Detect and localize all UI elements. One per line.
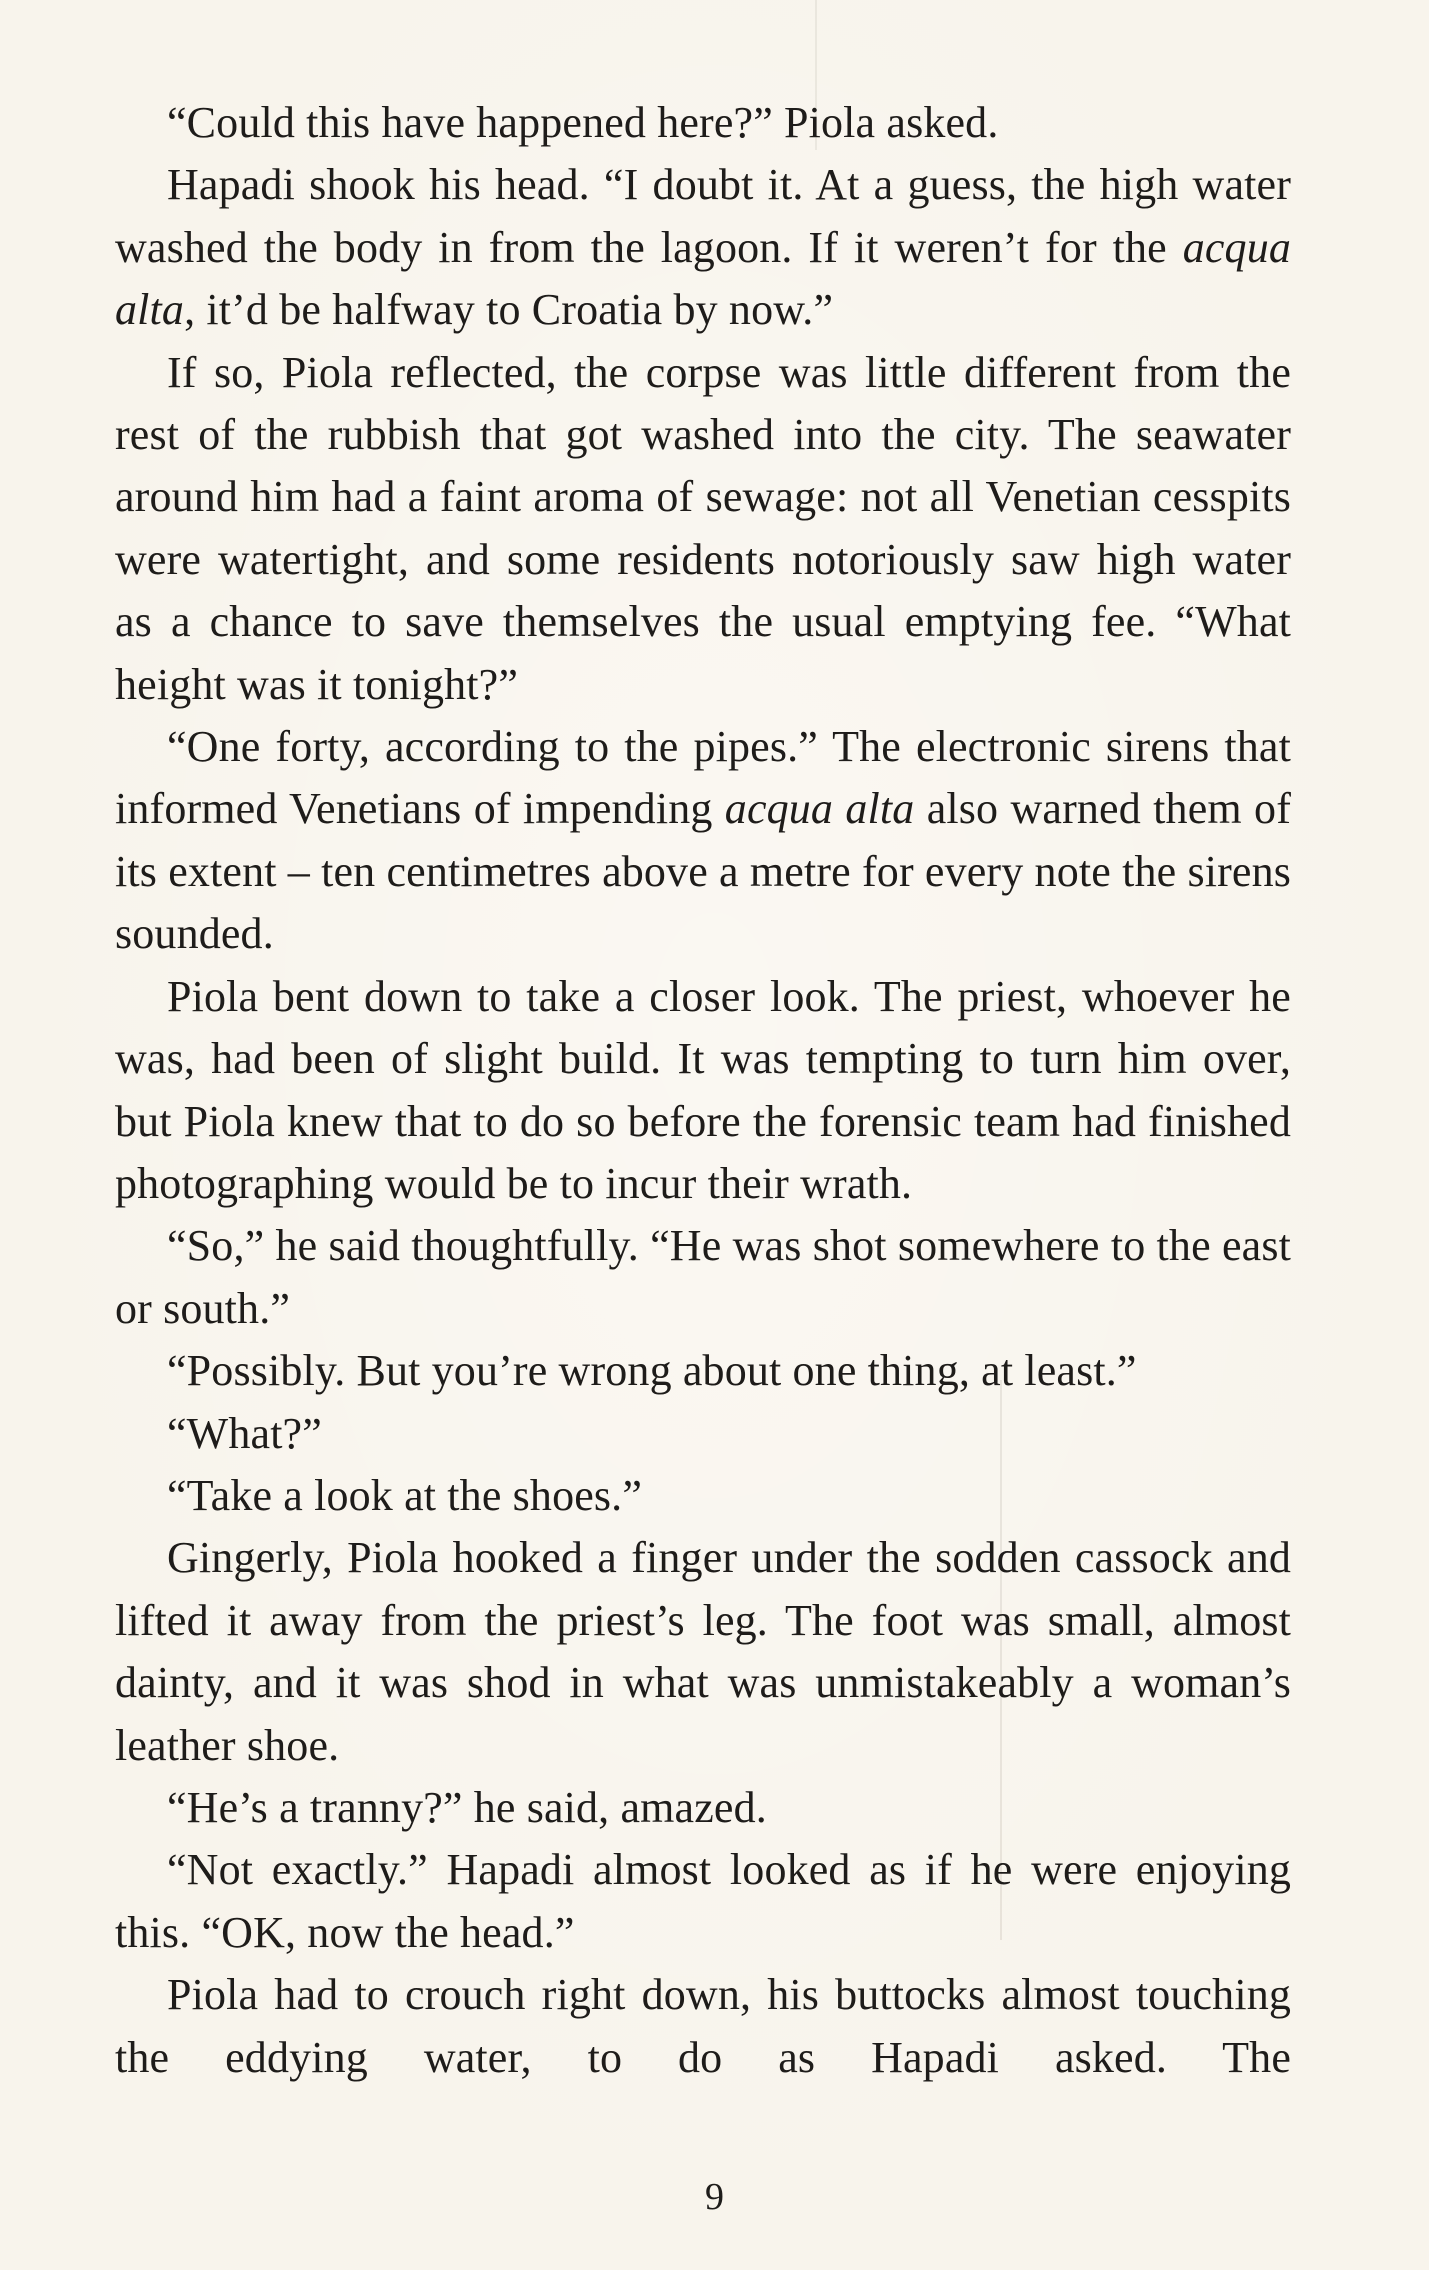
text-run: “Not exactly.” Hapadi almost looked as if he were enjoying this. “OK, now the head.” (115, 1845, 1291, 1957)
italic-text: acqua alta (724, 784, 915, 834)
text-run: “Take a look at the shoes.” (167, 1470, 643, 1520)
text-run: Piola had to crouch right down, his buttocks almost touching the eddying water, to do as Hapadi asked. The (115, 1970, 1291, 2082)
body-text (115, 92, 1291, 2089)
text-run: “He’s a tranny?” he said, amazed. (167, 1782, 767, 1832)
text-run: “What?” (167, 1408, 322, 1458)
paragraph (115, 716, 1291, 966)
paragraph (115, 966, 1291, 1216)
text-run: “Possibly. But you’re wrong about one thing, at least.” (167, 1346, 1137, 1396)
paragraph (115, 1403, 1291, 1465)
paragraph (115, 1465, 1291, 1527)
text-run: Gingerly, Piola hooked a finger under the sodden cassock and lifted it away from the priest’s leg. The foot was small, almost dainty, and it was shod in what was unmistakeably a woman’s leather shoe. (115, 1533, 1291, 1770)
italic-text: acqua alta (115, 222, 1291, 335)
text-run: “So,” he said thoughtfully. “He was shot somewhere to the east or south.” (115, 1221, 1291, 1333)
paragraph (115, 1777, 1291, 1839)
text-run: “Could this have happened here?” Piola asked. (167, 98, 999, 147)
page-number: 9 (705, 2176, 724, 2218)
paragraph (115, 342, 1291, 716)
paragraph (115, 1839, 1291, 1964)
text-run: , it’d be halfway to Croatia by now.” (184, 285, 834, 335)
paragraph (115, 1964, 1291, 2089)
text-run: Piola bent down to take a closer look. The priest, whoever he was, had been of slight build. It was tempting to turn him over, but Piola knew that to do so before the forensic team had finished photographing would be to incur their wrath. (115, 971, 1291, 1208)
text-run: “One forty, according to the pipes.” The electronic sirens that informed Venetians of impending (115, 722, 1291, 834)
paragraph (115, 154, 1291, 341)
paragraph (115, 1527, 1291, 1777)
text-run: also warned them of its extent – ten centimetres above a metre for every note the sirens sounded. (115, 784, 1291, 959)
text-run: Hapadi shook his head. “I doubt it. At a guess, the high water washed the body in from the lagoon. If it weren’t for the (115, 160, 1291, 272)
paragraph (115, 1340, 1291, 1402)
text-run: If so, Piola reflected, the corpse was little different from the rest of the rubbish that got washed into the city. The seawater around him had a faint aroma of sewage: not all Venetian cesspits were watertight, and some residents notoriously saw high water as a chance to save themselves the usual emptying fee. “What height was it tonight?” (115, 347, 1291, 709)
paragraph (115, 1215, 1291, 1340)
paragraph (115, 92, 1291, 154)
